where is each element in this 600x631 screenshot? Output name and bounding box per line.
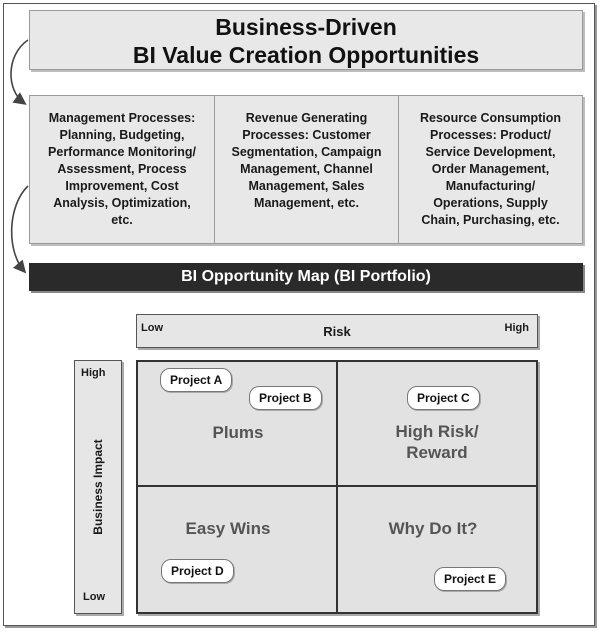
process-text-line: Segmentation, Campaign [231, 145, 382, 159]
process-box-revenue [214, 96, 398, 243]
process-text-line: Order Management, [431, 162, 550, 176]
opportunity-map-bar: BI Opportunity Map (BI Portfolio) [29, 263, 583, 291]
process-row [29, 95, 583, 244]
project-b-node: Project B [249, 386, 322, 410]
quadrant-top-left [138, 362, 338, 487]
process-text-line: Management, etc. [254, 196, 359, 210]
process-box-management [30, 96, 214, 243]
title-line-2: BI Value Creation Opportunities [132, 42, 480, 68]
quadrant-label-easy-wins [138, 518, 318, 539]
process-text-line: Processes: Product/ [430, 128, 551, 142]
process-box-resource [398, 96, 582, 243]
opportunity-grid [136, 360, 538, 614]
quadrant-label-line: Easy Wins [185, 519, 271, 538]
process-text-line: Performance Monitoring/ [48, 145, 196, 159]
process-text-line: Service Development, [425, 145, 556, 159]
process-text-line: etc. [111, 213, 133, 227]
process-text-line: Improvement, Cost [65, 179, 179, 193]
quadrant-label-why-do-it [338, 518, 528, 539]
process-text-line: Management, Sales [248, 179, 365, 193]
process-text-line: Chain, Purchasing, etc. [421, 213, 560, 227]
process-text-line: Resource Consumption [420, 111, 561, 125]
quadrant-label-line: Why Do It? [388, 519, 478, 538]
title-line-1: Business-Driven [215, 14, 397, 40]
process-text-line: Operations, Supply [433, 196, 548, 210]
quadrant-label-line: Reward [406, 443, 468, 462]
impact-low-label: Low [83, 591, 105, 603]
process-text-line: Management Processes: [48, 111, 196, 125]
project-e-node: Project E [434, 567, 506, 591]
process-text-line: Analysis, Optimization, [53, 196, 191, 210]
title-box [29, 10, 583, 70]
business-impact-axis [74, 360, 122, 614]
impact-axis-title: Business Impact [91, 439, 105, 535]
process-text-line: Processes: Customer [242, 128, 371, 142]
quadrant-bottom-right [338, 487, 536, 612]
risk-axis [136, 314, 538, 348]
process-text-line: Management, Channel [240, 162, 373, 176]
quadrant-label-high-risk-reward [338, 421, 536, 463]
process-text-line: Assessment, Process [57, 162, 187, 176]
project-d-node: Project D [161, 559, 234, 583]
process-text-line: Manufacturing/ [445, 179, 536, 193]
risk-axis-title: Risk [323, 324, 351, 339]
impact-high-label: High [81, 367, 106, 379]
risk-high-label: High [504, 322, 529, 334]
quadrant-top-right [338, 362, 536, 487]
process-text-line: Planning, Budgeting, [59, 128, 185, 142]
project-c-node: Project C [407, 386, 480, 410]
quadrant-bottom-left [138, 487, 338, 612]
quadrant-label-line: Plums [212, 423, 264, 442]
risk-low-label: Low [141, 322, 163, 334]
process-text-line: Revenue Generating [245, 111, 368, 125]
quadrant-label-line: High Risk/ [395, 422, 479, 441]
project-a-node: Project A [160, 368, 232, 392]
quadrant-label-plums [138, 422, 338, 443]
